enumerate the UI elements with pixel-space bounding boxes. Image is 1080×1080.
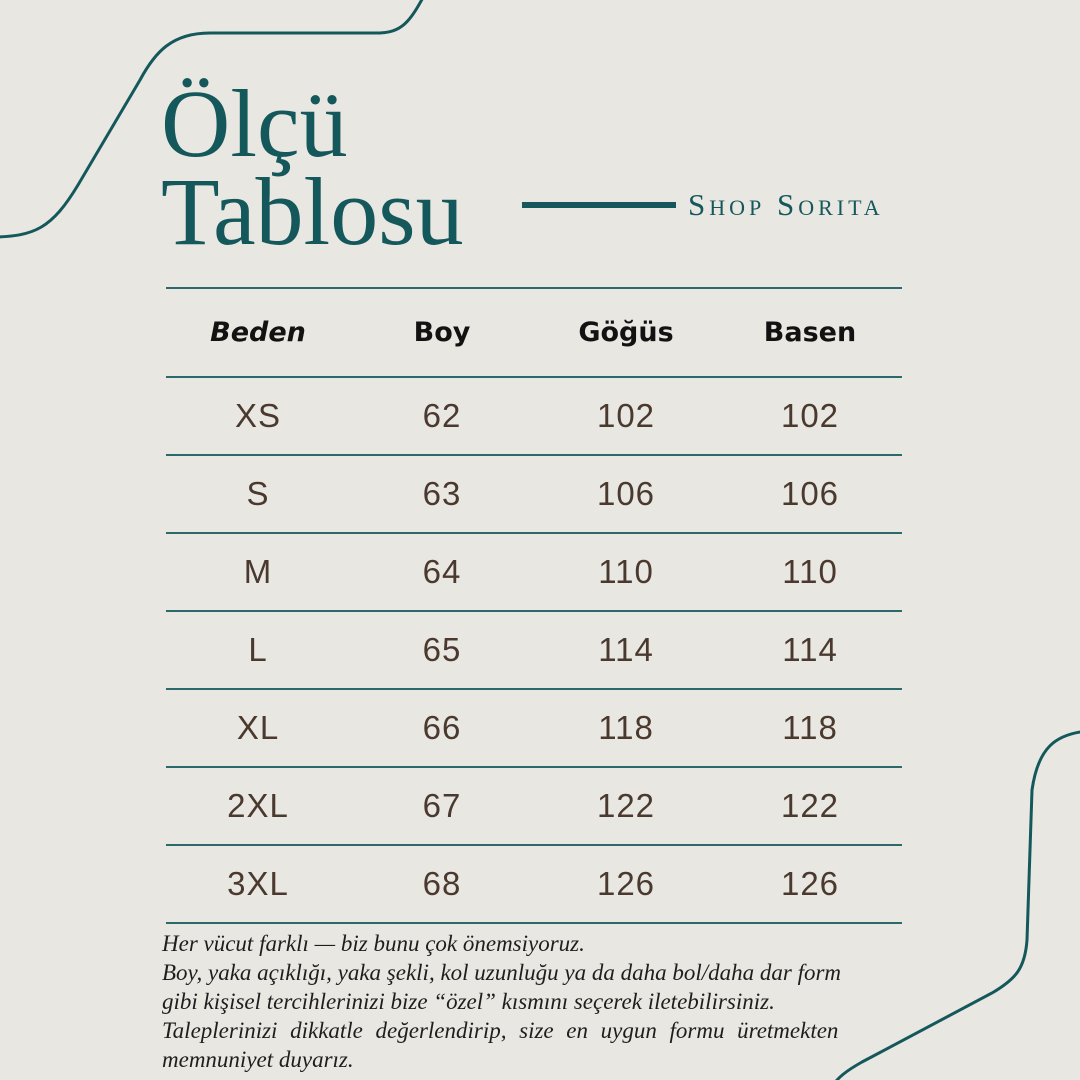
brand-divider-line xyxy=(522,202,676,208)
size-table xyxy=(166,287,902,924)
measurement-value: 122 xyxy=(780,787,840,824)
brand-name: Shop Sorita xyxy=(688,187,884,222)
column-header-boy: Boy xyxy=(413,317,471,348)
size-label: M xyxy=(243,553,273,590)
footer-note xyxy=(162,929,862,1074)
measurement-value: 64 xyxy=(422,553,462,590)
measurement-value: 110 xyxy=(782,553,838,590)
footer-line: memnuniyet duyarız. xyxy=(162,1047,354,1072)
measurement-value: 106 xyxy=(780,475,840,512)
table-row xyxy=(166,456,902,534)
measurement-value: 62 xyxy=(422,397,462,434)
measurement-value: 114 xyxy=(598,631,654,668)
table-row xyxy=(166,768,902,846)
footer-line: Boy, yaka açıklığı, yaka şekli, kol uzunluğu ya da daha bol/daha dar form xyxy=(162,960,842,985)
table-body xyxy=(166,378,902,924)
brand-row xyxy=(522,186,884,224)
size-label: 3XL xyxy=(227,865,289,902)
size-label: XS xyxy=(234,397,282,434)
table-row xyxy=(166,534,902,612)
measurement-value: 66 xyxy=(422,709,462,746)
measurement-value: 126 xyxy=(780,865,840,902)
table-row xyxy=(166,690,902,768)
measurement-value: 110 xyxy=(598,553,654,590)
column-header-beden: Beden xyxy=(210,317,306,348)
column-header-basen: Basen xyxy=(763,317,857,348)
footer-line: gibi kişisel tercihlerinizi bize “özel” kısmını seçerek iletebilirsiniz. xyxy=(162,989,775,1014)
measurement-value: 114 xyxy=(782,631,838,668)
measurement-value: 67 xyxy=(422,787,462,824)
measurement-value: 118 xyxy=(782,709,838,746)
table-header-row xyxy=(166,287,902,378)
size-label: 2XL xyxy=(227,787,289,824)
column-header-gogus: Göğüs xyxy=(578,317,674,348)
size-label: L xyxy=(248,631,268,668)
measurement-value: 65 xyxy=(422,631,462,668)
measurement-value: 118 xyxy=(598,709,654,746)
measurement-value: 102 xyxy=(596,397,656,434)
measurement-value: 68 xyxy=(422,865,462,902)
footer-line: Her vücut farklı — biz bunu çok önemsiyoruz. xyxy=(162,931,585,956)
footer-line: Taleplerinizi dikkatle değerlendirip, size en uygun formu üretmekten xyxy=(162,1018,839,1043)
measurement-value: 106 xyxy=(596,475,656,512)
size-label: XL xyxy=(236,709,280,746)
measurement-value: 102 xyxy=(780,397,840,434)
page-title-line1: Ölçü xyxy=(161,70,348,177)
measurement-value: 122 xyxy=(596,787,656,824)
table-row xyxy=(166,612,902,690)
measurement-value: 63 xyxy=(422,475,462,512)
size-label: S xyxy=(246,475,270,512)
table-row xyxy=(166,378,902,456)
table-row xyxy=(166,846,902,924)
page-title xyxy=(161,70,464,265)
page-title-line2: Tablosu xyxy=(161,158,464,265)
measurement-value: 126 xyxy=(596,865,656,902)
